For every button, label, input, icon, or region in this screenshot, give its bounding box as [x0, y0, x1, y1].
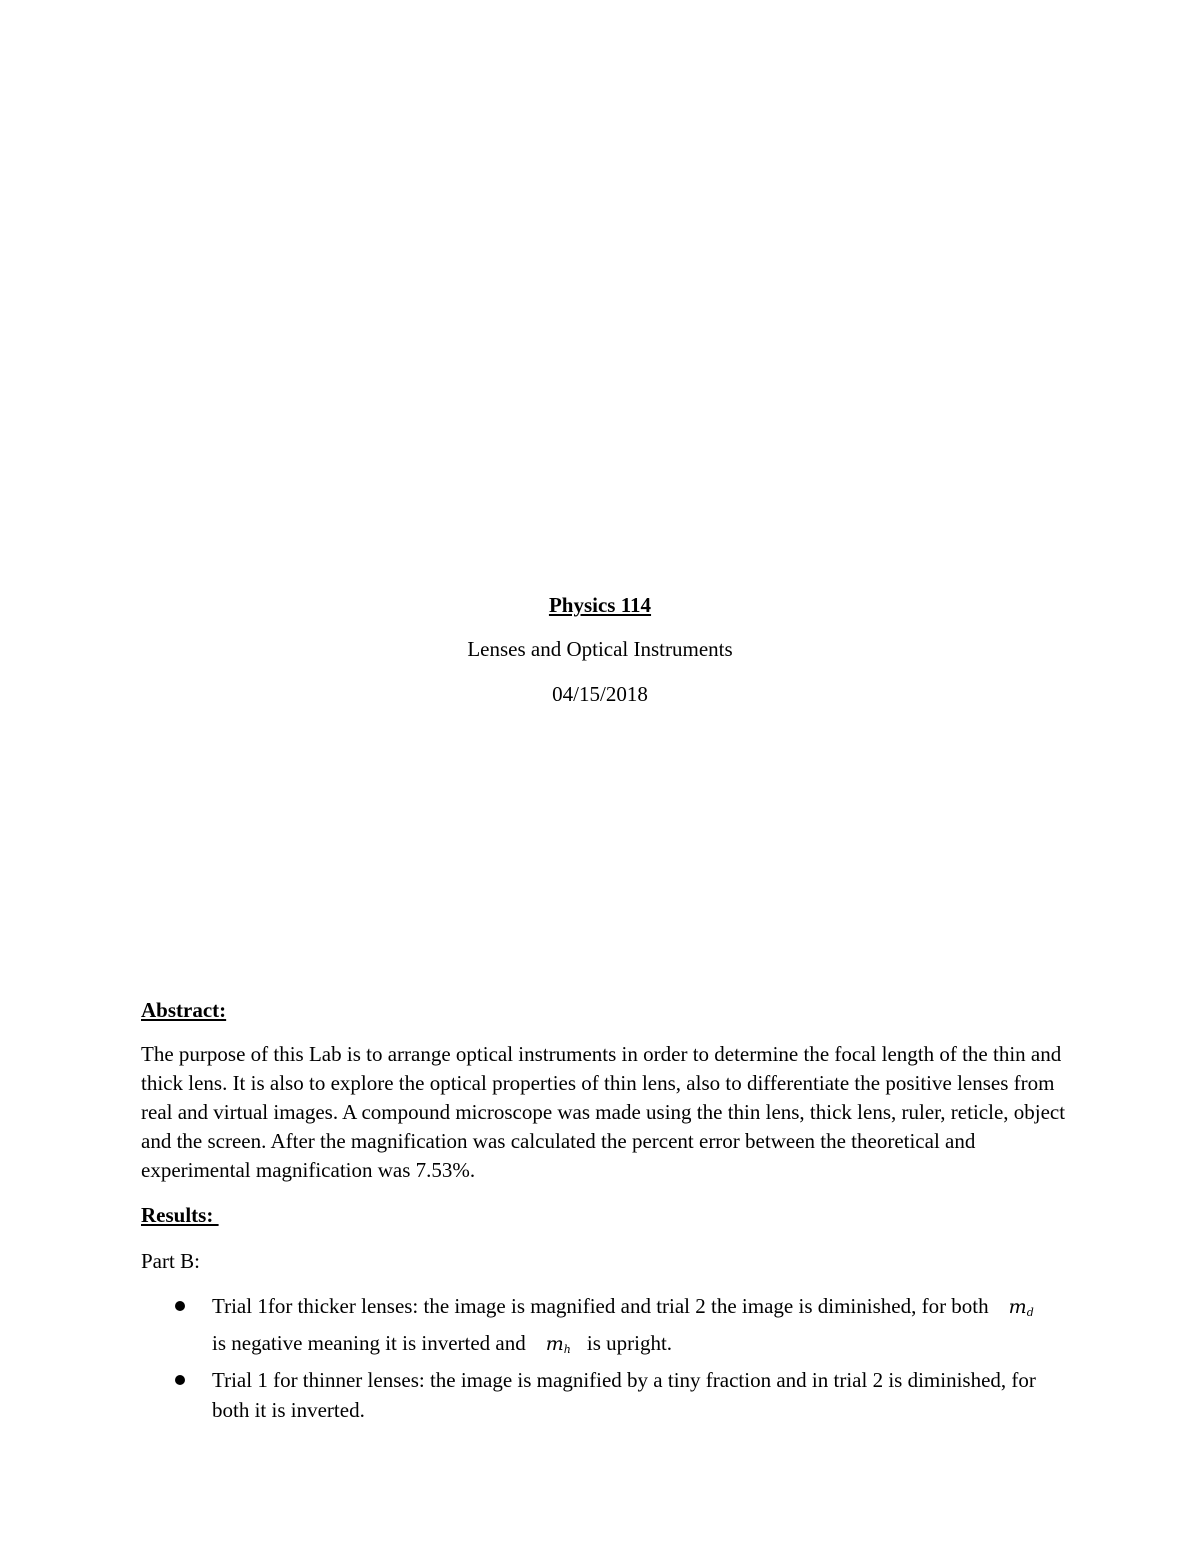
- abstract-heading: Abstract:: [141, 998, 227, 1022]
- bullet-icon: [175, 1301, 185, 1311]
- lab-title: Lenses and Optical Instruments: [467, 637, 733, 661]
- bullet-icon: [175, 1375, 185, 1385]
- bullet-text-part-a: Trial 1for thicker lenses: the image is magnified and trial 2 the image is diminished, for both: [212, 1294, 989, 1318]
- math-variable-md: $m_d$: [1008, 1296, 1034, 1319]
- results-heading: Results:: [141, 1203, 219, 1227]
- results-bullet-list: [141, 1291, 1061, 1425]
- lab-date: 04/15/2018: [552, 682, 648, 706]
- bullet-text-part-b: is negative meaning it is inverted and: [212, 1331, 526, 1355]
- list-item: [141, 1291, 1061, 1365]
- abstract-body: The purpose of this Lab is to arrange optical instruments in order to determine the focal length of the thin and thick lens. It is also to explore the optical properties of thin lens, also to differentiate the positive lenses from real and virtual images. A compound microscope was made using the thin lens, thick lens, ruler, reticle, object and the screen. After the magnification was calculated the percent error between the theoretical and experimental magnification was 7.53%.: [141, 1042, 1066, 1182]
- bullet-text-part-c: is upright.: [586, 1331, 673, 1355]
- part-label: Part B:: [141, 1249, 200, 1273]
- bullet-text: Trial 1 for thinner lenses: the image is magnified by a tiny fraction and in trial 2 is diminished, for both it is inverted.: [212, 1368, 1036, 1422]
- list-item: [141, 1365, 1061, 1425]
- math-variable-mh: $m_h$: [545, 1333, 571, 1356]
- course-title: Physics 114: [548, 593, 652, 617]
